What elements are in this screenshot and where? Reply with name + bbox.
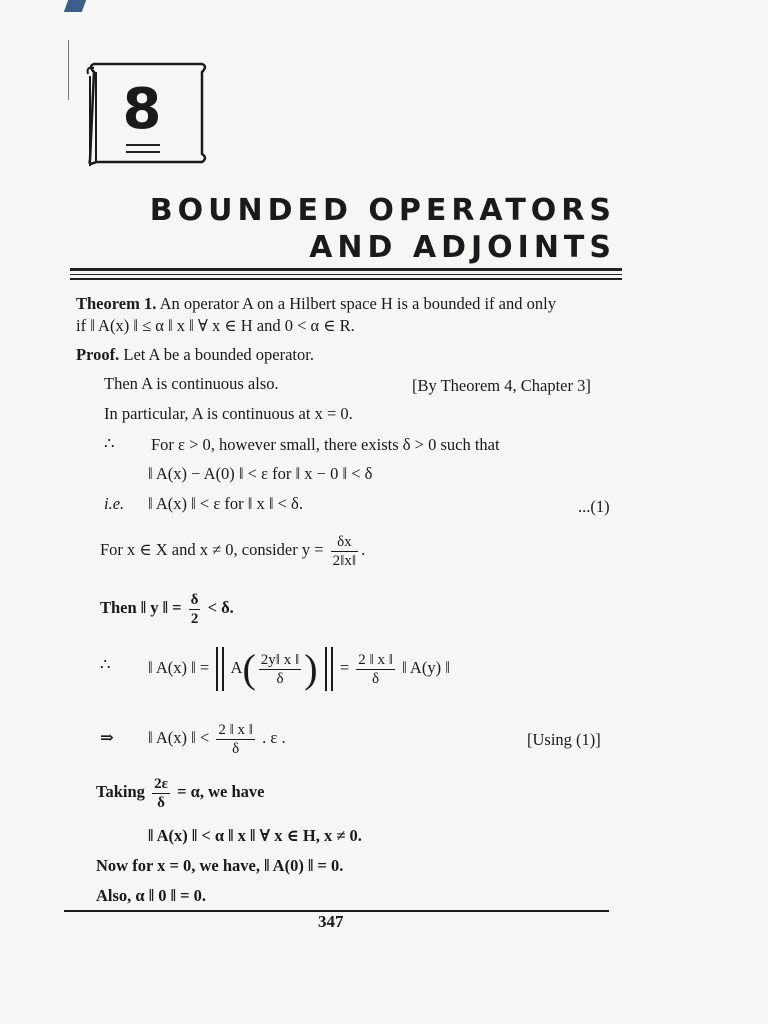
page-edge-line bbox=[68, 40, 69, 100]
fraction bbox=[331, 533, 358, 570]
theorem-label: Theorem 1. bbox=[76, 294, 157, 313]
chapter-number: 8 bbox=[122, 77, 162, 142]
ie-label: i.e. bbox=[104, 494, 125, 513]
equation-tail: . ε . bbox=[262, 728, 286, 747]
theorem-line2: if ‖ A(x) ‖ ≤ α ‖ x ‖ ∀ x ∈ H and 0 < α ∈ R. bbox=[76, 316, 355, 335]
proof-step: For x ∈ X and x ≠ 0, consider y = $\frac{\delta x}{2‖x‖}$ . bbox=[100, 533, 366, 569]
fraction bbox=[356, 651, 395, 688]
fraction-denominator: δ bbox=[157, 794, 165, 811]
fraction-denominator: 2‖x‖ bbox=[332, 552, 357, 569]
chapter-number-underline bbox=[126, 144, 160, 153]
open-paren: ( bbox=[242, 646, 256, 692]
fraction bbox=[216, 721, 255, 758]
fraction-numerator: 2 ‖ x ‖ bbox=[218, 721, 254, 738]
norm-bar bbox=[325, 647, 333, 691]
equation-number: ...(1) bbox=[578, 497, 610, 516]
proof-step: In particular, A is continuous at x = 0. bbox=[104, 404, 353, 423]
fraction-numerator: 2 ‖ x ‖ bbox=[358, 651, 393, 668]
fraction-denominator: δ bbox=[372, 670, 380, 687]
close-paren: ) bbox=[304, 646, 318, 692]
proof-step bbox=[100, 588, 234, 628]
fraction-numerator: δx bbox=[331, 533, 358, 552]
using-reference: [Using (1)] bbox=[527, 730, 601, 749]
implies-symbol: ⇒ bbox=[100, 728, 114, 747]
then-text: Then ‖ y ‖ = bbox=[100, 598, 182, 617]
chapter-title-line2: AND ADJOINTS bbox=[309, 230, 616, 265]
title-rule bbox=[70, 268, 622, 271]
equation-lhs: ‖ A(x) ‖ < bbox=[148, 728, 210, 747]
equals-sign: = bbox=[339, 658, 350, 677]
taking-tail: = α, we have bbox=[177, 782, 265, 801]
implies-equation bbox=[148, 716, 286, 760]
proof-step: Also, α ‖ 0 ‖ = 0. bbox=[96, 886, 206, 905]
proof-formula: ‖ A(x) − A(0) ‖ < ε for ‖ x − 0 ‖ < δ bbox=[148, 464, 373, 483]
operator-a: A bbox=[230, 658, 243, 677]
fraction-numerator: 2y‖ x ‖ bbox=[260, 651, 300, 668]
theorem-line1 bbox=[76, 293, 556, 315]
fraction bbox=[189, 591, 201, 628]
proof-step: Now for x = 0, we have, ‖ A(0) ‖ = 0. bbox=[96, 856, 344, 875]
proof-step: Then A is continuous also. bbox=[104, 374, 279, 393]
norm-equation bbox=[148, 644, 450, 692]
fraction bbox=[152, 775, 170, 812]
fraction-denominator: δ bbox=[276, 670, 284, 687]
proof-step: For ε > 0, however small, there exists δ > 0 such that bbox=[151, 435, 500, 454]
page-number: 347 bbox=[318, 912, 344, 931]
norm-bar bbox=[216, 647, 224, 691]
therefore-symbol: ∴ bbox=[104, 434, 115, 453]
chapter-number-box bbox=[84, 62, 210, 172]
therefore-symbol: ∴ bbox=[100, 655, 111, 674]
proof-intro: Let A be a bounded operator. bbox=[123, 345, 314, 364]
consider-text: For x ∈ X and x ≠ 0, consider y = bbox=[100, 540, 324, 559]
fraction-denominator: δ bbox=[232, 740, 240, 757]
fraction bbox=[259, 651, 301, 688]
theorem-reference: [By Theorem 4, Chapter 3] bbox=[412, 376, 591, 395]
proof-formula: ‖ A(x) ‖ < α ‖ x ‖ ∀ x ∈ H, x ≠ 0. bbox=[148, 826, 362, 845]
equation-lhs: ‖ A(x) ‖ = bbox=[148, 658, 210, 677]
fraction-denominator: 2 bbox=[190, 610, 199, 627]
equation-tail: ‖ A(y) ‖ bbox=[402, 658, 450, 677]
proof-step bbox=[96, 770, 264, 814]
fraction-numerator: 2ε bbox=[154, 775, 168, 792]
proof-label: Proof. bbox=[76, 345, 120, 364]
proof-formula: ‖ A(x) ‖ < ε for ‖ x ‖ < δ. bbox=[148, 494, 303, 513]
then-tail: < δ. bbox=[207, 598, 234, 617]
taking-text: Taking bbox=[96, 782, 145, 801]
chapter-title-line1: BOUNDED OPERATORS bbox=[149, 193, 616, 228]
page-corner-mark bbox=[64, 0, 86, 12]
title-rule bbox=[70, 274, 622, 275]
title-rule bbox=[70, 278, 622, 280]
fraction-numerator: δ bbox=[190, 591, 199, 608]
theorem-text: An operator A on a Hilbert space H is a bounded if and only bbox=[159, 294, 556, 313]
proof-line bbox=[76, 344, 314, 366]
